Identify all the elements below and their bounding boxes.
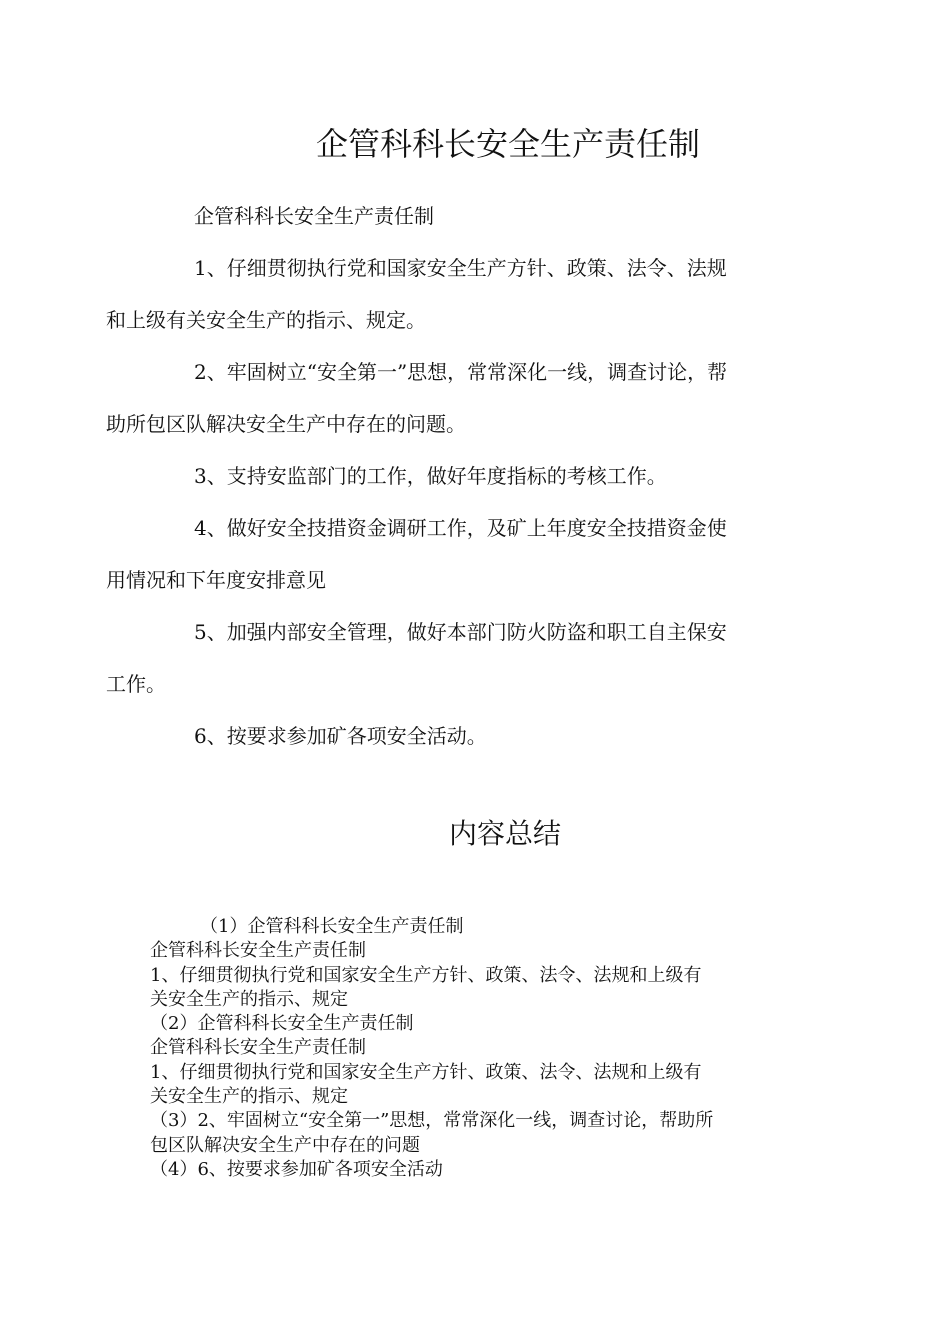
paragraph-line: 企管科科长安全生产责任制 bbox=[194, 204, 434, 228]
document-body bbox=[106, 190, 790, 762]
summary-line: 1、仔细贯彻执行党和国家安全生产方针、政策、法令、法规和上级有 bbox=[150, 1061, 702, 1083]
paragraph-line: 工作。 bbox=[106, 672, 166, 696]
paragraph-line: 3、支持安监部门的工作，做好年度指标的考核工作。 bbox=[194, 464, 667, 488]
summary-line: 关安全生产的指示、规定 bbox=[150, 988, 348, 1010]
summary-line: 企管科科长安全生产责任制 bbox=[150, 1037, 366, 1059]
paragraph-intro bbox=[150, 190, 790, 242]
paragraph-line: 用情况和下年度安排意见 bbox=[106, 568, 326, 592]
summary-line: 1、仔细贯彻执行党和国家安全生产方针、政策、法令、法规和上级有 bbox=[150, 964, 702, 986]
paragraph-line: 5、加强内部安全管理，做好本部门防火防盗和职工自主保安 bbox=[194, 620, 727, 644]
paragraph-item-2 bbox=[106, 346, 790, 450]
summary-line: 关安全生产的指示、规定 bbox=[150, 1086, 348, 1108]
paragraph-item-6 bbox=[150, 710, 790, 762]
summary-line: （4）6、按要求参加矿各项安全活动 bbox=[150, 1158, 443, 1180]
summary-line: （2）企管科科长安全生产责任制 bbox=[150, 1013, 414, 1035]
paragraph-line: 1、仔细贯彻执行党和国家安全生产方针、政策、法令、法规 bbox=[194, 256, 727, 280]
paragraph-item-3 bbox=[150, 450, 790, 502]
document-title: 企管科科长安全生产责任制 bbox=[315, 125, 700, 163]
summary-line: （3）2、牢固树立“安全第一”思想，常常深化一线，调查讨论，帮助所 bbox=[150, 1110, 714, 1132]
summary-line: 包区队解决安全生产中存在的问题 bbox=[150, 1134, 420, 1156]
paragraph-line: 6、按要求参加矿各项安全活动。 bbox=[194, 724, 487, 748]
summary-block bbox=[150, 915, 800, 1182]
summary-line: 企管科科长安全生产责任制 bbox=[150, 940, 366, 962]
paragraph-line: 2、牢固树立“安全第一”思想，常常深化一线，调查讨论，帮 bbox=[194, 360, 728, 384]
paragraph-line: 4、做好安全技措资金调研工作，及矿上年度安全技措资金使 bbox=[194, 516, 727, 540]
paragraph-line: 和上级有关安全生产的指示、规定。 bbox=[106, 308, 426, 332]
paragraph-item-1 bbox=[106, 242, 790, 346]
summary-line: （1）企管科科长安全生产责任制 bbox=[200, 916, 464, 937]
paragraph-item-4 bbox=[106, 502, 790, 606]
summary-title: 内容总结 bbox=[448, 817, 561, 850]
paragraph-line: 助所包区队解决安全生产中存在的问题。 bbox=[106, 412, 466, 436]
paragraph-item-5 bbox=[106, 606, 790, 710]
